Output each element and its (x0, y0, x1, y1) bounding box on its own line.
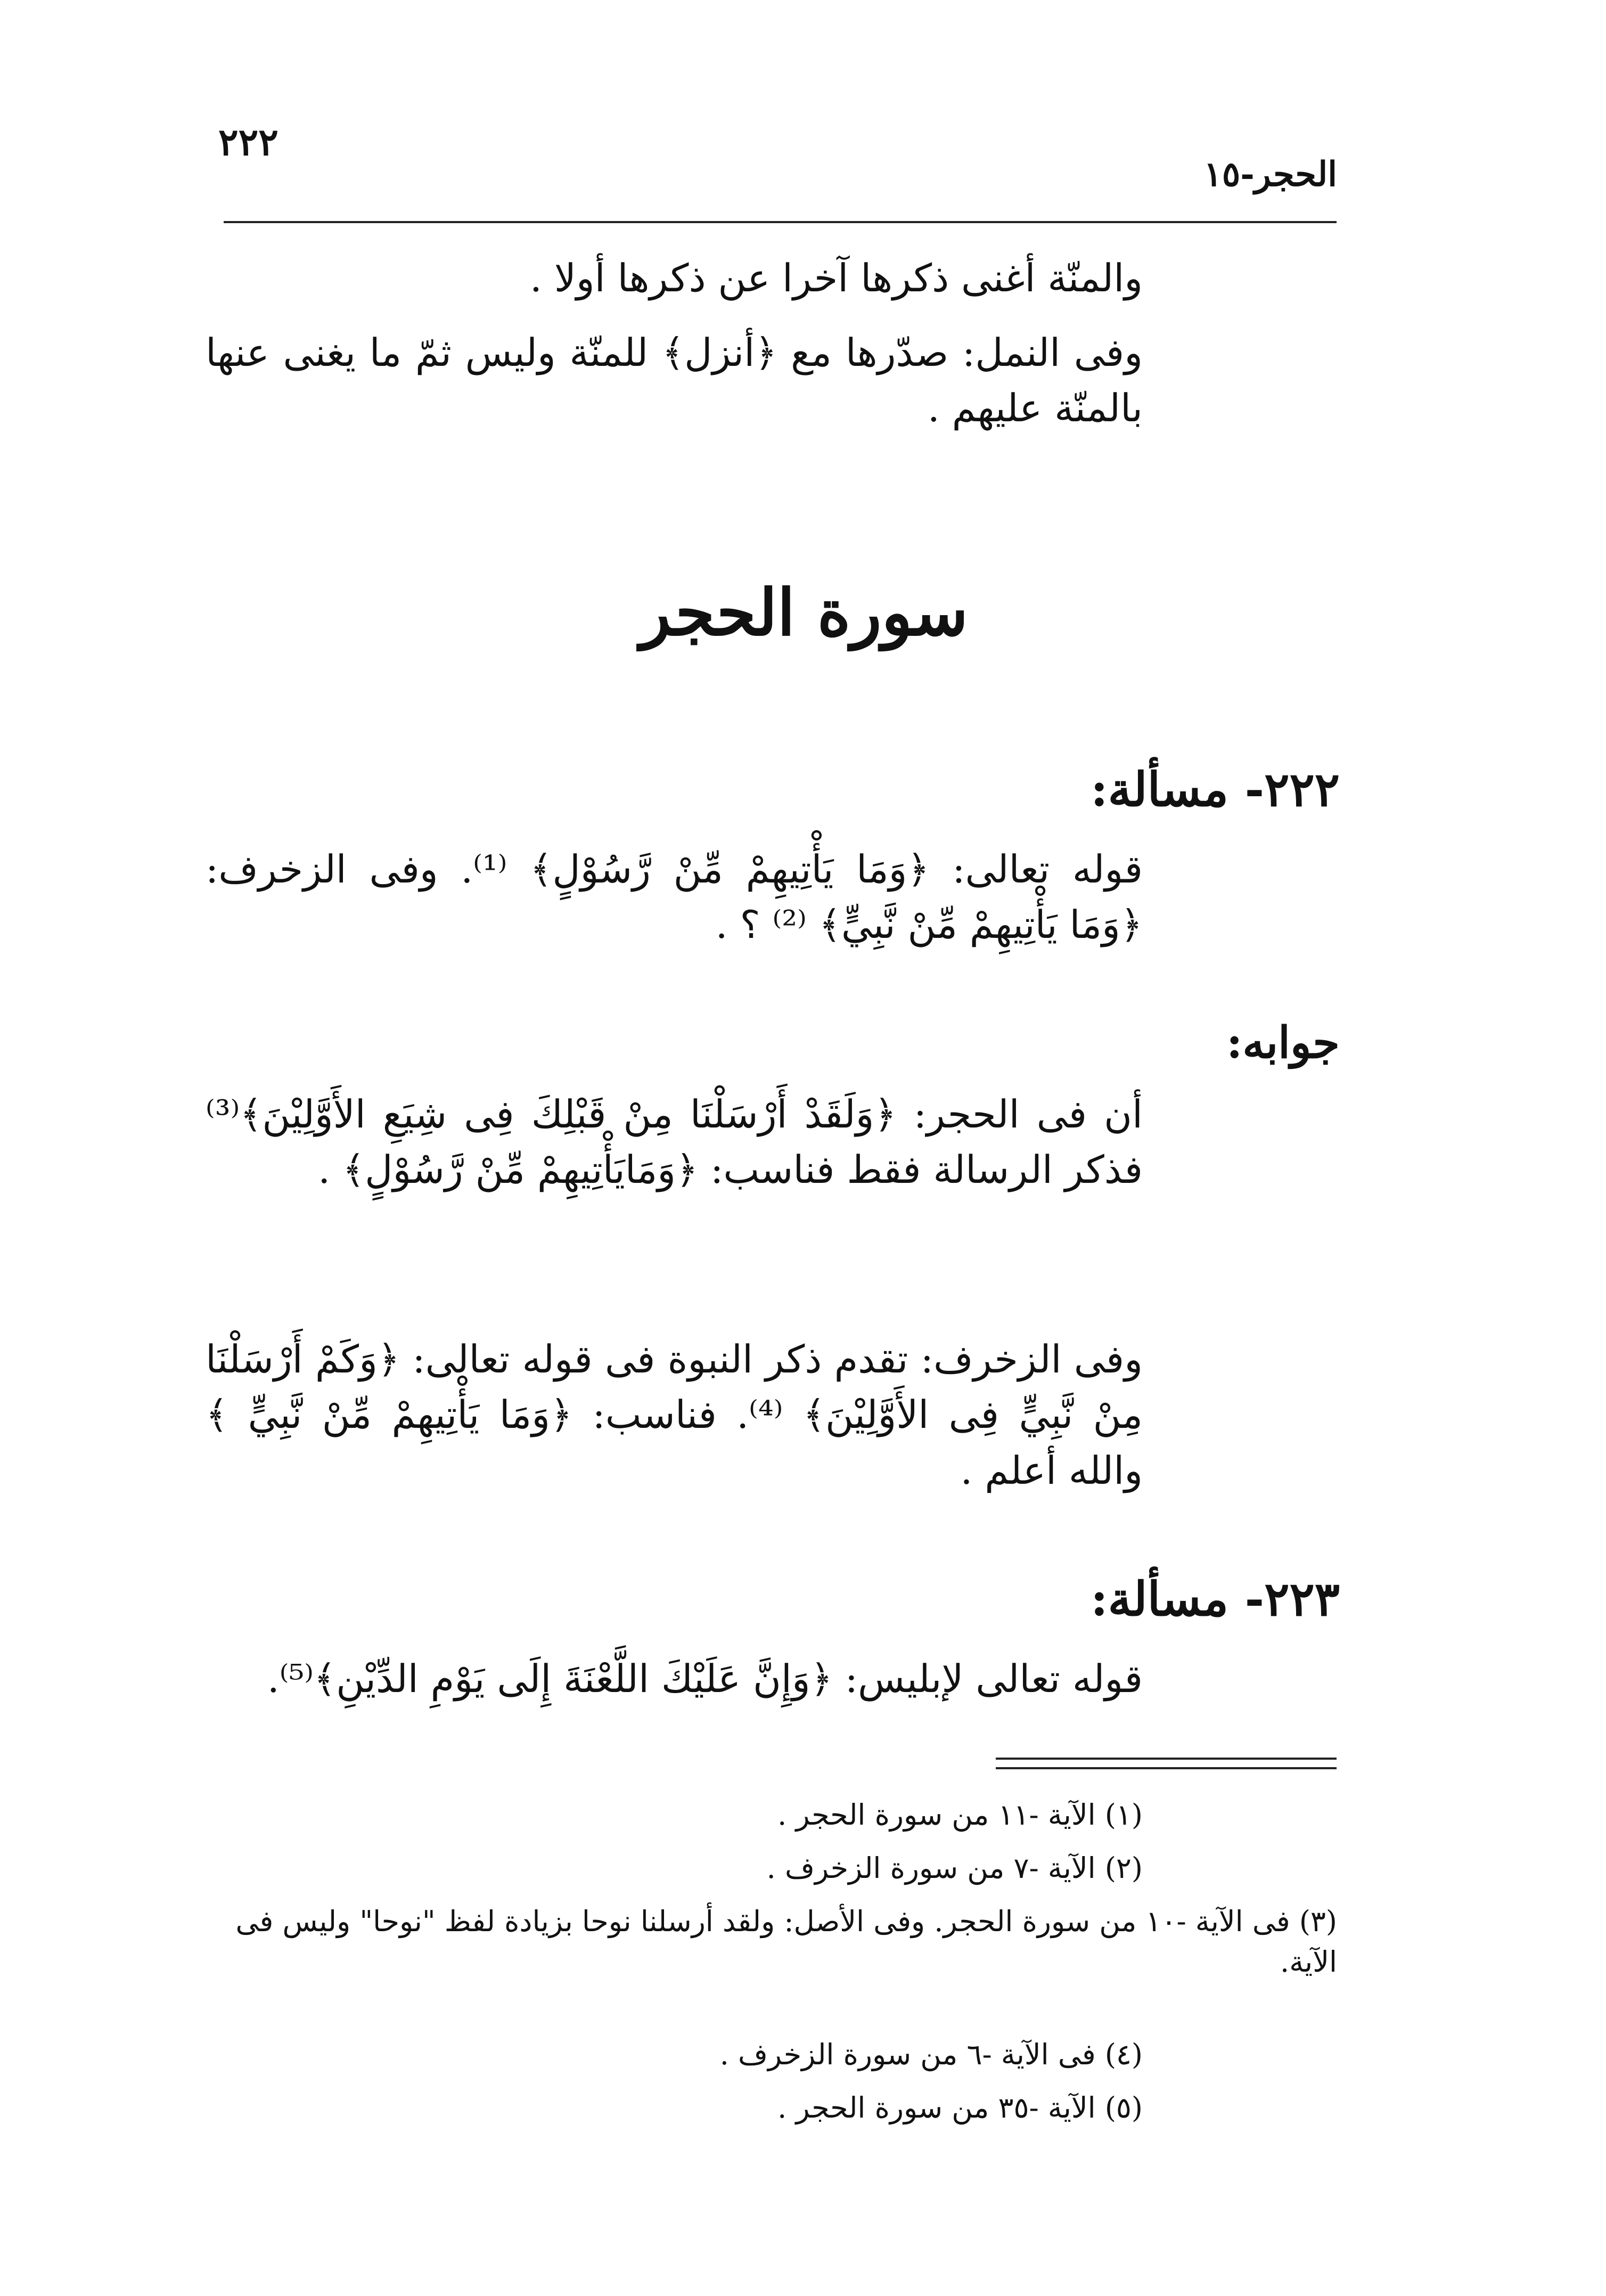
footnote-rule (996, 1758, 1337, 1760)
footnote-3: (٣) فى الآية -١٠ من سورة الحجر. وفى الأصل: ولقد أرسلنا نوحا بزيادة لفظ "نوحا" وليس فى الآية. (235, 1905, 1337, 1979)
masala-222-heading: ٢٢٢- مسألة: (1091, 762, 1340, 817)
surah-title: سورة الحجر (640, 575, 969, 650)
intro-paragraph-2: وفى النمل: صدّرها مع ﴿أنزل﴾ للمنّة وليس ثمّ ما يغنى عنها بالمنّة عليهم . (206, 330, 1143, 431)
answer-paragraph-1: أن فى الحجر: ﴿وَلَقَدْ أَرْسَلْنَا مِنْ قَبْلِكَ فِى شِيَعِ الأَوَّلِيْنَ﴾⁽³⁾ فذكر الرسالة فقط فناسب: ﴿وَمَايَأْتِيهِمْ مِّنْ رَّسُوْلٍ﴾ . (206, 1092, 1143, 1192)
footnote-4: (٤) فى الآية -٦ من سورة الزخرف . (719, 2038, 1143, 2071)
footnote-1: (١) الآية -١١ من سورة الحجر . (777, 1798, 1143, 1832)
masala-223-question: قوله تعالى لإبليس: ﴿وَإِنَّ عَلَيْكَ اللَّعْنَةَ إِلَى يَوْمِ الدِّيْنِ﴾⁽⁵⁾. (267, 1656, 1143, 1701)
footnote-5: (٥) الآية -٣٥ من سورة الحجر . (777, 2091, 1143, 2125)
intro-paragraph-1: والمنّة أغنى ذكرها آخرا عن ذكرها أولا . (530, 256, 1143, 300)
footnote-2: (٢) الآية -٧ من سورة الزخرف . (766, 1851, 1143, 1885)
answer-paragraph-2: وفى الزخرف: تقدم ذكر النبوة فى قوله تعالى: ﴿وَكَمْ أَرْسَلْنَا مِنْ نَّبِيٍّ فِى الأَوَّلِيْنَ﴾ ⁽⁴⁾. فناسب: ﴿وَمَا يَأْتِيهِمْ مِّنْ نَّبِيٍّ ﴾ والله أعلم . (206, 1337, 1143, 1493)
page-number: ٢٢٢ (218, 120, 278, 164)
running-header: الحجر-١٥ (1203, 154, 1337, 194)
footnote-rule-double (996, 1767, 1337, 1769)
answer-heading: جوابه: (1226, 1017, 1340, 1068)
header-rule (224, 221, 1337, 223)
masala-222-question: قوله تعالى: ﴿وَمَا يَأْتِيهِمْ مِّنْ رَّسُوْلٍ﴾ ⁽¹⁾. وفى الزخرف: ﴿وَمَا يَأْتِيهِمْ مِّنْ نَّبِيٍّ﴾ ⁽²⁾ ؟ . (206, 847, 1143, 947)
masala-223-heading: ٢٢٣- مسألة: (1091, 1571, 1340, 1627)
